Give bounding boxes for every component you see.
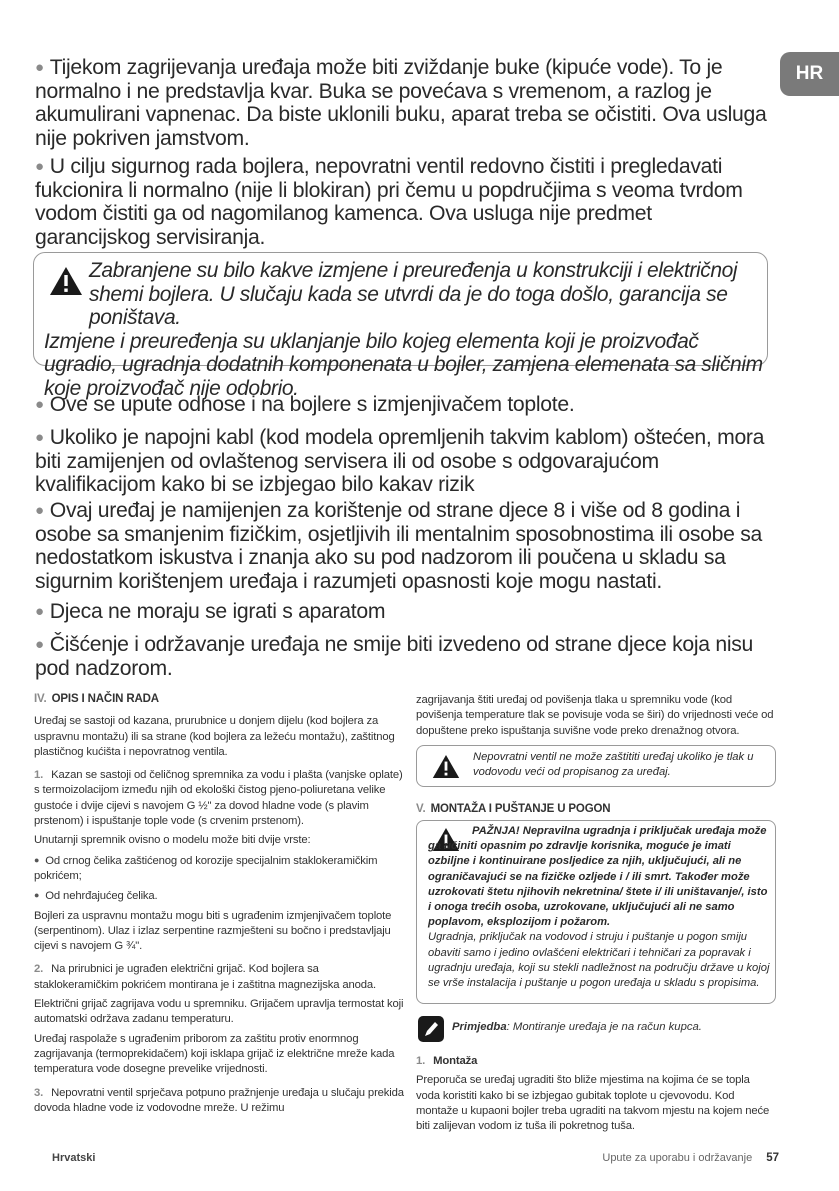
warning-line-1: Zabranjene su bilo kakve izmjene i preuređenja u konstrukciji i električnoj shemi bojlera. U slučaju kada se utvrdi da je do toga došlo, garancija se poništava. <box>89 259 738 329</box>
note-text: Primjedba: Montiranje uređaja je na račun kupca. <box>452 1021 702 1033</box>
warning-text <box>428 824 772 991</box>
paragraph: Uređaj raspolaže s ugrađenim priborom za zaštitu protiv enormnog zagrijavanja (termoprekidačem) koji isklapa grijač iz električne mreže kada temperatura vode dosegne prevelike vrijednosti. <box>34 1032 395 1076</box>
bullet-icon: ● <box>34 890 40 901</box>
bullet-text: Ovaj uređaj je namijenjen za korištenje od strane djece 8 i više od 8 godina i osobe sa smanjenim fizičkim, osjetljivih ili mentalnim sposobnostima ili osobe sa nedostatkom iskustva i znanja ako su pod nadzorom ili poučena u skladu sa sigurnim korištenjem uređaja i razumjeti opasnosti koje mogu nastati. <box>35 499 762 593</box>
bullet-paragraph <box>35 499 770 593</box>
language-tab: HR <box>780 52 839 96</box>
bullet-icon: ● <box>35 429 44 446</box>
list-item: ● Od crnog čelika zaštićenog od korozije specijalnim staklokeramičkim pokrićem; <box>34 854 378 882</box>
bullet-text: Čišćenje i održavanje uređaja ne smije biti izvedeno od strane djece koja nisu pod nadzorom. <box>35 633 754 680</box>
bullet-paragraph <box>35 633 770 680</box>
footer-title: Upute za uporabu i održavanje 57 <box>602 1152 779 1164</box>
pencil-note-icon <box>418 1016 444 1042</box>
bullet-icon: ● <box>35 603 44 620</box>
bullet-icon: ● <box>35 636 44 653</box>
paragraph: Uređaj se sastoji od kazana, prurubnice u donjem dijelu (kod bojlera za uspravnu montažu) ili sa strane (kod bojlera za ležeću montažu), zaštitnog plastičnog kućišta i nepovratnog ventila. <box>34 715 395 758</box>
list-item: ● Od nehrđajućeg čelika. <box>34 890 158 903</box>
paragraph: 2. Na prirubnici je ugrađen električni grijač. Kod bojlera sa staklokeramičkim pokrićem montirana je i zaštitna magnezijska anoda. <box>34 963 377 991</box>
warning-text <box>44 259 764 400</box>
bullet-text: Tijekom zagrijevanja uređaja može biti zviždanje buke (kipuće vode). To je normalno i ne predstavlja kvar. Buka se povećava s vremenom, a razlog je akumulirani vapnenac. Da biste uklonili buku, aparat treba se očistiti. Ova usluga nije pokriven jamstvom. <box>35 56 767 150</box>
bullet-text: U cilju sigurnog rada bojlera, nepovratni ventil redovno čistiti i pregledavati fukcionira li normalno (nije li blokiran) pri čemu u popdručjima s veoma tvrdom vodom čistiti ga od nagomilanog kamenca. Ova usluga nije predmet garancijskog servisiranja. <box>35 155 743 249</box>
note-row <box>416 1016 776 1042</box>
warning-icon <box>432 754 460 779</box>
paragraph: Unutarnji spremnik ovisno o modelu može biti dvije vrste: <box>34 834 311 847</box>
bullet-paragraph <box>35 155 770 249</box>
bullet-icon: ● <box>34 854 40 865</box>
bullet-text: Djeca ne moraju se igrati s aparatom <box>49 600 386 623</box>
warning-bold-text: PAŽNJA! Nepravilna ugradnja i priključak uređaja može ga učiniti opasnim po zdravlje korisnika, moguće je imati ozbiljne i kontinuirane posljedice za njih, uključujući, ali ne ograničavajući se na fizičke ozljede i / ili smrt. Također može uzrokovati štetu njihovih nekretnina/ štete i/ ili uništavanje/, isto i onoga trećih osoba, uzrokovane, uključujući ali ne samo poplavom, eksplozijom i požarom. <box>428 825 768 929</box>
warning-text: Nepovratni ventil ne može zaštititi uređaj ukoliko je tlak u vodovodu veći od propisanog za uređaj. <box>473 751 754 779</box>
warning-body-text: Ugradnja, priključak na vodovod i struju i puštanje u pogon smiju obaviti samo i jedino ovlašćeni električari i tehničari za popravak i ugradnju uređaja, koji su stekli nadležnost na području države u kojoj se vrše instalacija i puštanje u pogon uređaja u skladu s propisima. <box>428 931 770 990</box>
paragraph: Bojleri za uspravnu montažu mogu biti s ugrađenim izmjenjivačem toplote (serpentinom). Ulaz i izlaz serpentine razmješteni su bočno i predstavljaju cijevi s navojem G ¾". <box>34 909 392 953</box>
bullet-icon: ● <box>35 59 44 76</box>
bullet-paragraph <box>35 600 770 624</box>
page-number: 57 <box>766 1152 779 1164</box>
warning-box <box>33 252 768 400</box>
subsection-title: 1. Montaža <box>416 1055 478 1067</box>
right-column-top <box>416 693 776 743</box>
footer-language: Hrvatski <box>52 1152 96 1164</box>
warning-box-install <box>416 820 776 1004</box>
warning-box-small <box>416 745 776 787</box>
bullet-paragraph <box>35 426 770 497</box>
paragraph: Električni grijač zagrijava vodu u spremniku. Grijačem upravlja termostat koji automatski održava zadanu temperaturu. <box>34 998 404 1026</box>
bullet-icon: ● <box>35 502 44 519</box>
paragraph: 3. Nepovratni ventil sprječava potpuno pražnjenje uređaja u slučaju prekida dovoda hladne vode iz vodovodne mreže. U režimu <box>34 1086 404 1114</box>
bullet-text: Ove se upute odnose i na bojlere s izmjenjivačem toplote. <box>49 393 575 416</box>
bullet-text: Ukoliko je napojni kabl (kod modela opremljenih takvim kablom) oštećen, mora biti zamijenjen od ovlaštenog servisera ili od osobe s odgovarajućom kvalifikacijom kako bi se izbjegao bilo kakav rizik <box>35 426 765 496</box>
bullet-paragraph <box>35 56 770 150</box>
paragraph: zagrijavanja štiti uređaj od povišenja tlaka u spremniku vode (kod povišenja temperature tlak se povisuje voda se širi) do vrijednosti veće od dopuštene preko ispuštanja suvišne vode preko drenažnog otvora. <box>416 694 774 737</box>
warning-line-2: Izmjene i preuređenja su uklanjanje bilo kojeg elementa koji je proizvođač ugradio, ugradnja dodatnih komponenata u bojler, zamjena elemenata sa sličnim koje proizvođač nije odobrio. <box>44 329 763 400</box>
bullet-icon: ● <box>35 158 44 175</box>
bullet-icon: ● <box>35 396 44 413</box>
section-title-iv: IV. OPIS I NAČIN RADA <box>34 693 159 705</box>
paragraph: 1. Kazan se sastoji od čeličnog spremnika za vodu i plašta (vanjske oplate) s termoizolacijom između njih od ekološki čistog pjeno-poliuretana velike gustoće i dvije cijevi s navojem G ½" za dovod hladne vode (s plavim prstenom) i ispuštanje tople vode (s crvenim prstenom). <box>34 769 403 828</box>
left-column <box>34 692 404 1120</box>
paragraph: Preporuča se uređaj ugraditi što bliže mjestima na kojima će se topla voda koristiti kako bi se izbjegao gubitak toplote u cjevovodu. Kod montaže u kupaoni bojler treba ugraditi na takvom mjestu na kojem neće biti zalijevan vodom iz tuša ili pokretnog tuša. <box>416 1074 770 1133</box>
section-title-v: V. MONTAŽA I PUŠTANJE U POGON <box>416 803 611 815</box>
montaza-section <box>416 1054 776 1138</box>
bullet-paragraph <box>35 393 770 417</box>
